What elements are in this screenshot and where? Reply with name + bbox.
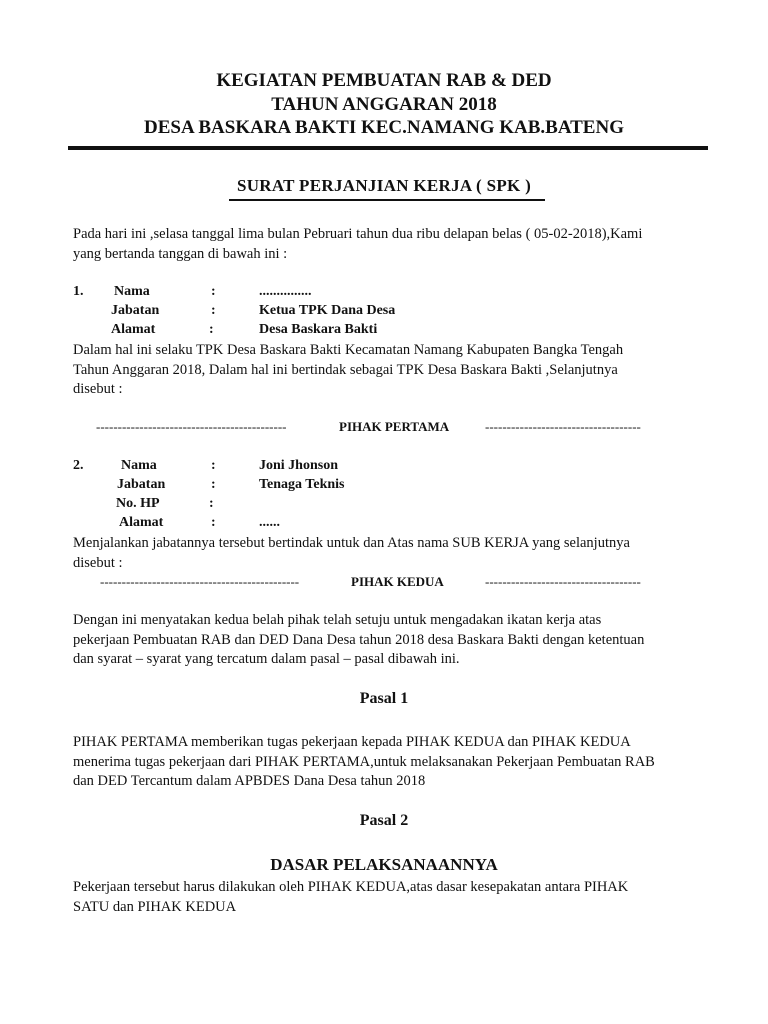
party2-colon: :: [209, 496, 214, 511]
party2-label-nohp: No. HP: [116, 496, 160, 511]
doc-title-wrap: [0, 176, 768, 196]
pasal2-subheading: DASAR PELAKSANAANNYA: [270, 855, 498, 874]
pasal2-heading: Pasal 2: [359, 812, 409, 829]
pasal2-line: SATU dan PIHAK KEDUA: [73, 898, 237, 915]
party1-description: [73, 341, 713, 400]
party2-separator-left: ----------------------------------------------: [100, 574, 300, 589]
party2-value-nama: Joni Jhonson: [259, 458, 338, 473]
doc-title-underline: [229, 199, 545, 201]
party1-number: 1.: [73, 284, 84, 299]
party1-separator-left: --------------------------------------------: [96, 419, 287, 434]
party2-label-nama: Nama: [121, 458, 157, 473]
pasal2-line: Pekerjaan tersebut harus dilakukan oleh PIHAK KEDUA,atas dasar kesepakatan antara PIHAK: [73, 879, 629, 895]
party2-label-jabatan: Jabatan: [117, 477, 166, 492]
party2-desc-line: disebut :: [73, 554, 123, 571]
doc-title: SURAT PERJANJIAN KERJA ( SPK ): [236, 176, 532, 195]
agreement-line: dan syarat – syarat yang tercatum dalam pasal – pasal dibawah ini.: [73, 651, 460, 667]
party1-value-alamat: Desa Baskara Bakti: [259, 322, 378, 337]
party1-value-jabatan: Ketua TPK Dana Desa: [259, 303, 396, 318]
header-line-2: TAHUN ANGGARAN 2018: [271, 94, 497, 115]
party2-colon: :: [211, 515, 216, 530]
header-rule: [68, 146, 708, 150]
pasal1-heading: Pasal 1: [359, 690, 409, 707]
party2-value-alamat: ......: [259, 515, 280, 530]
party1-desc-line: Dalam hal ini selaku TPK Desa Baskara Bakti Kecamatan Namang Kabupaten Bangka Tengah: [73, 342, 624, 358]
opening-line: Pada hari ini ,selasa tanggal lima bulan Pebruari tahun dua ribu delapan belas ( 05-02-2018),Kami: [73, 226, 643, 242]
agreement-line: Dengan ini menyatakan kedua belah pihak telah setuju untuk mengadakan ikatan kerja atas: [73, 612, 602, 628]
party1-desc-line: Tahun Anggaran 2018, Dalam hal ini bertindak sebagai TPK Desa Baskara Bakti ,Selanjutnya: [73, 361, 618, 378]
pasal1-paragraph: [73, 733, 713, 792]
party1-colon: :: [209, 322, 214, 337]
pasal1-line: PIHAK PERTAMA memberikan tugas pekerjaan kepada PIHAK KEDUA dan PIHAK KEDUA: [73, 734, 631, 750]
header-line-3: DESA BASKARA BAKTI KEC.NAMANG KAB.BATENG: [143, 117, 624, 138]
header-line-1: KEGIATAN PEMBUATAN RAB & DED: [216, 70, 552, 91]
party1-separator-right: ------------------------------------: [485, 419, 641, 434]
party1-role-label: PIHAK PERTAMA: [339, 419, 450, 434]
party2-description: [73, 534, 713, 573]
party1-colon: :: [211, 303, 216, 318]
party2-number: 2.: [73, 458, 84, 473]
party2-colon: :: [211, 477, 216, 492]
opening-paragraph: [73, 225, 713, 264]
party1-colon: :: [211, 284, 216, 299]
agreement-line: pekerjaan Pembuatan RAB dan DED Dana Desa tahun 2018 desa Baskara Bakti dengan ketentuan: [73, 631, 645, 648]
opening-line: yang bertanda tanggan di bawah ini :: [73, 245, 288, 262]
party2-role-label: PIHAK KEDUA: [351, 574, 444, 589]
party2-desc-line: Menjalankan jabatannya tersebut bertindak untuk dan Atas nama SUB KERJA yang selanjutnya: [73, 535, 630, 551]
pasal1-line: dan DED Tercantum dalam APBDES Dana Desa tahun 2018: [73, 773, 426, 789]
party1-label-alamat: Alamat: [111, 322, 156, 337]
party2-label-alamat: Alamat: [119, 515, 164, 530]
party2-separator-right: ------------------------------------: [485, 574, 641, 589]
party1-value-nama: ...............: [259, 284, 312, 299]
party2-colon: :: [211, 458, 216, 473]
party1-label-nama: Nama: [114, 284, 150, 299]
pasal1-line: menerima tugas pekerjaan dari PIHAK PERTAMA,untuk melaksanakan Pekerjaan Pembuatan RAB: [73, 753, 655, 770]
party1-label-jabatan: Jabatan: [111, 303, 160, 318]
pasal2-paragraph: [73, 878, 713, 917]
agreement-paragraph: [73, 611, 713, 670]
party1-desc-line: disebut :: [73, 381, 123, 397]
party2-value-jabatan: Tenaga Teknis: [259, 477, 345, 492]
